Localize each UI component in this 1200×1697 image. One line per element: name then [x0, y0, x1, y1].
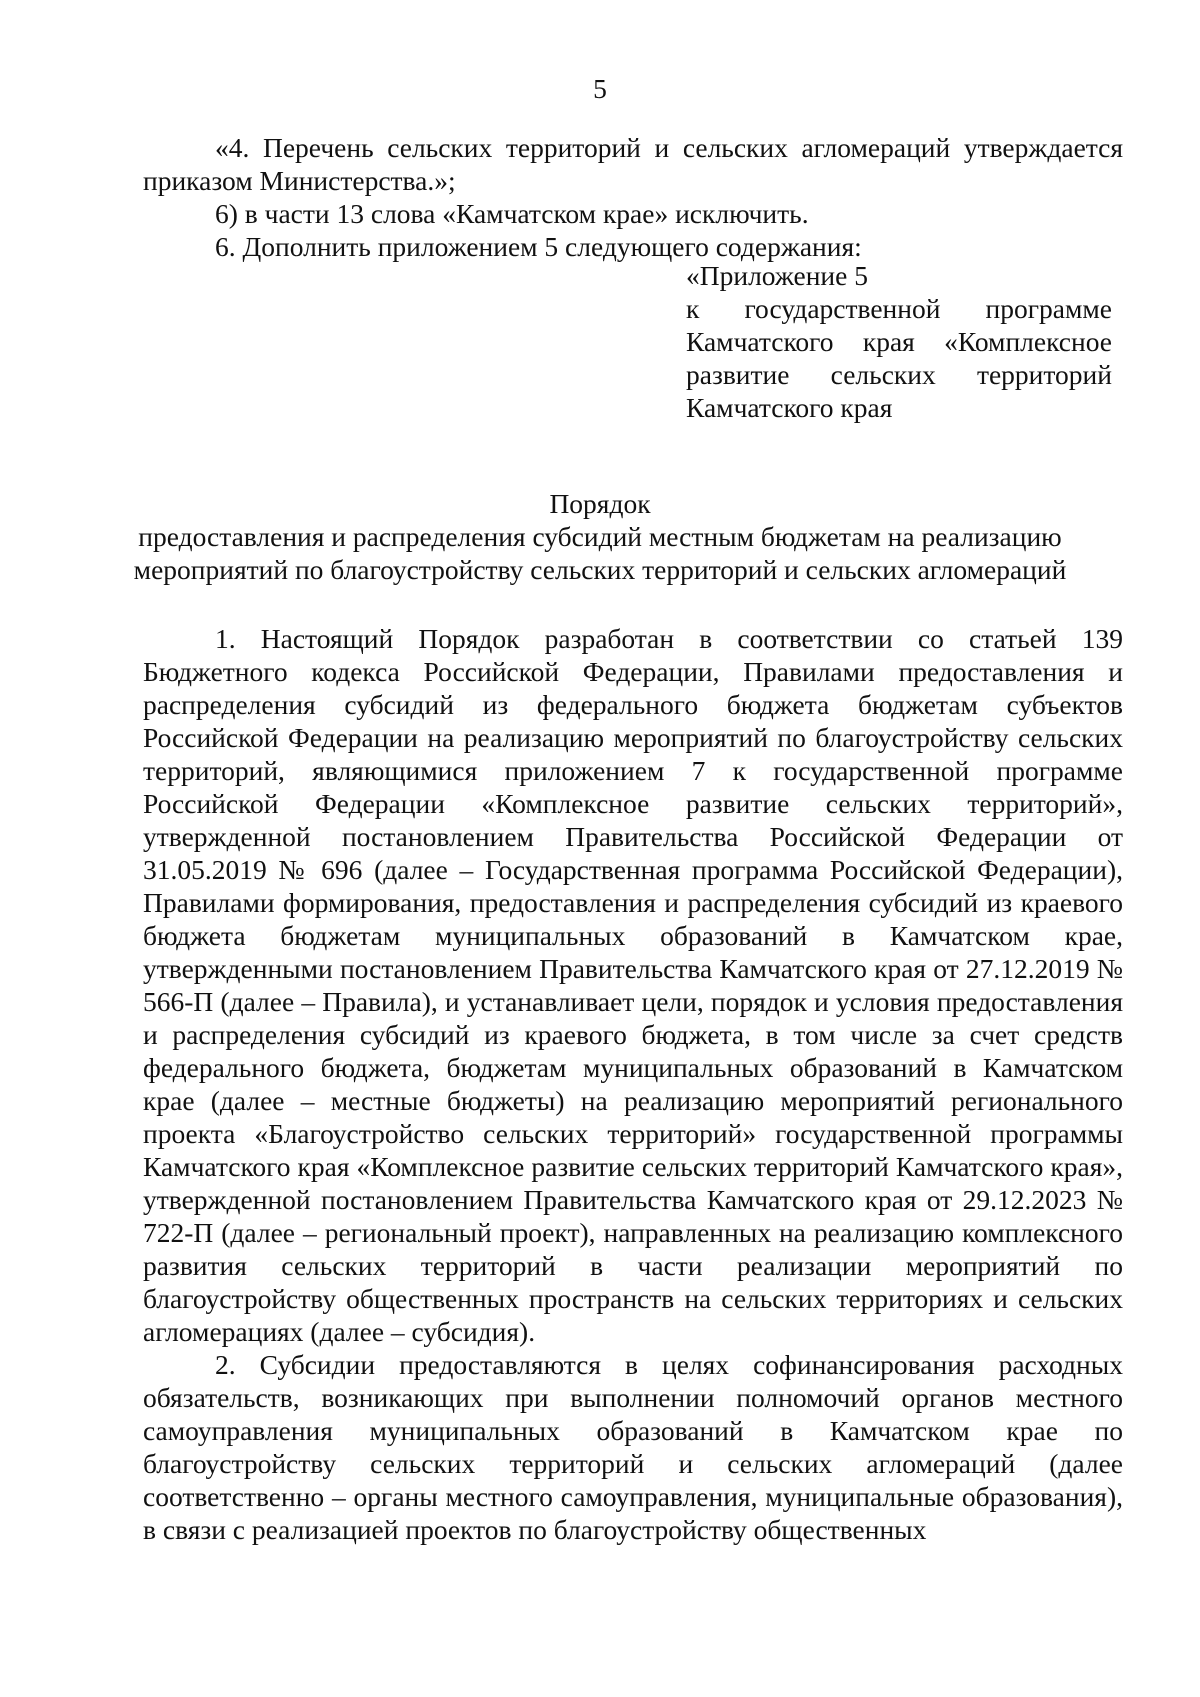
order-paragraph-1: 1. Настоящий Порядок разработан в соответствии со статьей 139 Бюджетного кодекса Российской Федерации, Правилами предоставления и распределения субсидий из федерального бюджета бюджетам субъектов Российской Федерации на реализацию мероприятий по благоустройству сельских территорий, являющимися приложением 7 к государственной программе Российской Федерации «Комплексное развитие сельских территорий», утвержденной постановлением Правительства Российской Федерации от 31.05.2019 № 696 (далее – Государственная программа Российской Федерации), Правилами формирования, предоставления и распределения субсидий из краевого бюджета бюджетам муниципальных образований в Камчатском крае, утвержденными постановлением Правительства Камчатского края от 27.12.2019 № 566-П (далее – Правила), и устанавливает цели, порядок и условия предоставления и распределения субсидий из краевого бюджета, в том числе за счет средств федерального бюджета, бюджетам муниципальных образований в Камчатском крае (далее – местные бюджеты) на реализацию мероприятий регионального проекта «Благоустройство сельских территорий» государственной программы Камчатского края «Комплексное развитие сельских территорий Камчатского края», утвержденной постановлением Правительства Камчатского края от 29.12.2023 № 722-П (далее – региональный проект), направленных на реализацию комплексного развития сельских территорий в части реализации мероприятий по благоустройству общественных пространств на сельских территориях и сельских агломерациях (далее – субсидия). — [143, 623, 1123, 1347]
order-title-line-1: Порядок — [549, 488, 651, 519]
order-title — [100, 487, 1100, 586]
order-title-line-3: мероприятий по благоустройству сельских территорий и сельских агломераций — [133, 554, 1067, 585]
order-title-line-2: предоставления и распределения субсидий местным бюджетам на реализацию — [138, 521, 1062, 552]
annex-header — [686, 259, 1112, 424]
page-number: 5 — [593, 73, 607, 104]
amendment-item-4: «4. Перечень сельских территорий и сельских агломераций утверждается приказом Министерства.»; — [143, 132, 1123, 196]
amendment-item-annex: 6. Дополнить приложением 5 следующего содержания: — [215, 231, 862, 262]
order-body — [143, 622, 1123, 1546]
order-paragraph-2: 2. Субсидии предоставляются в целях софинансирования расходных обязательств, возникающих при выполнении полномочий органов местного самоуправления муниципальных образований в Камчатском крае по благоустройству сельских территорий и сельских агломераций (далее соответственно – органы местного самоуправления, муниципальные образования), в связи с реализацией проектов по благоустройству общественных — [143, 1349, 1123, 1545]
annex-text: к государственной программе Камчатского края «Комплексное развитие сельских территорий Камчатского края — [686, 293, 1112, 423]
amendment-block — [143, 131, 1123, 263]
amendment-item-part-13: 6) в части 13 слова «Камчатском крае» исключить. — [215, 198, 809, 229]
annex-title: «Приложение 5 — [686, 260, 868, 291]
